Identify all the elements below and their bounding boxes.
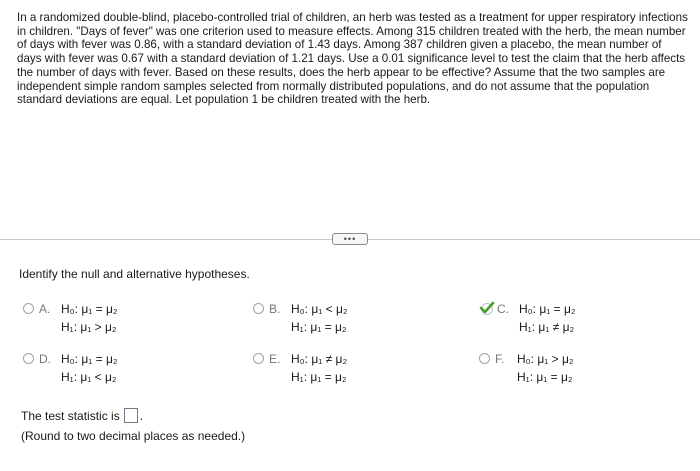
option-letter: D. [39,352,51,366]
null-hypothesis: H₀: μ₁ = μ₂ [61,302,118,316]
option-b[interactable] [253,300,348,336]
option-e[interactable] [253,350,347,386]
option-a[interactable] [23,300,118,336]
null-hypothesis: H₀: μ₁ = μ₂ [61,352,118,366]
radio-icon[interactable] [23,353,34,364]
test-statistic-input[interactable] [124,408,138,423]
test-statistic-period: . [139,408,144,423]
alternative-hypothesis: H₁: μ₁ = μ₂ [291,320,347,334]
radio-icon[interactable] [253,353,264,364]
rounding-note: (Round to two decimal places as needed.) [21,429,246,443]
option-letter: E. [269,352,281,366]
radio-icon[interactable] [479,353,490,364]
option-letter: C. [497,302,509,316]
null-hypothesis: H₀: μ₁ = μ₂ [519,302,576,316]
null-hypothesis: H₀: μ₁ > μ₂ [517,352,574,366]
option-letter: B. [269,302,281,316]
test-statistic-row [21,408,143,423]
radio-icon[interactable] [253,303,264,314]
alternative-hypothesis: H₁: μ₁ = μ₂ [517,370,573,384]
alternative-hypothesis: H₁: μ₁ = μ₂ [291,370,347,384]
null-hypothesis: H₀: μ₁ ≠ μ₂ [291,352,348,366]
alternative-hypothesis: H₁: μ₁ ≠ μ₂ [519,320,575,334]
correct-check-icon [479,301,495,315]
test-statistic-label: The test statistic is [21,408,120,423]
alternative-hypothesis: H₁: μ₁ < μ₂ [61,370,117,384]
problem-statement: In a randomized double-blind, placebo-controlled trial of children, an herb was tested as a treatment for upper respiratory infections in children. "Days of fever" was one criterion used to measure effects. Among 315 children treated with the herb, the mean number of days with fever was 0.86, with a standard deviation of 1.43 days. Among 387 children given a placebo, the mean number of days with fever was 0.67 with a standard deviation of 1.21 days. Use a 0.01 significance level to test the claim that the herb affects the number of days with fever. Based on these results, does the herb appear to be effective? Assume that the two samples are independent simple random samples selected from normally distributed populations, and do not assume that the population standard deviations are equal. Let population 1 be children treated with the herb. [17,11,688,107]
option-letter: A. [39,302,51,316]
option-c[interactable] [479,300,576,336]
alternative-hypothesis: H₁: μ₁ > μ₂ [61,320,117,334]
option-d[interactable] [23,350,118,386]
option-letter: F. [495,352,505,366]
null-hypothesis: H₀: μ₁ < μ₂ [291,302,348,316]
expand-more-button[interactable]: ••• [332,233,368,245]
question-instruction: Identify the null and alternative hypotheses. [19,267,250,281]
option-f[interactable] [479,350,574,386]
radio-icon[interactable] [23,303,34,314]
